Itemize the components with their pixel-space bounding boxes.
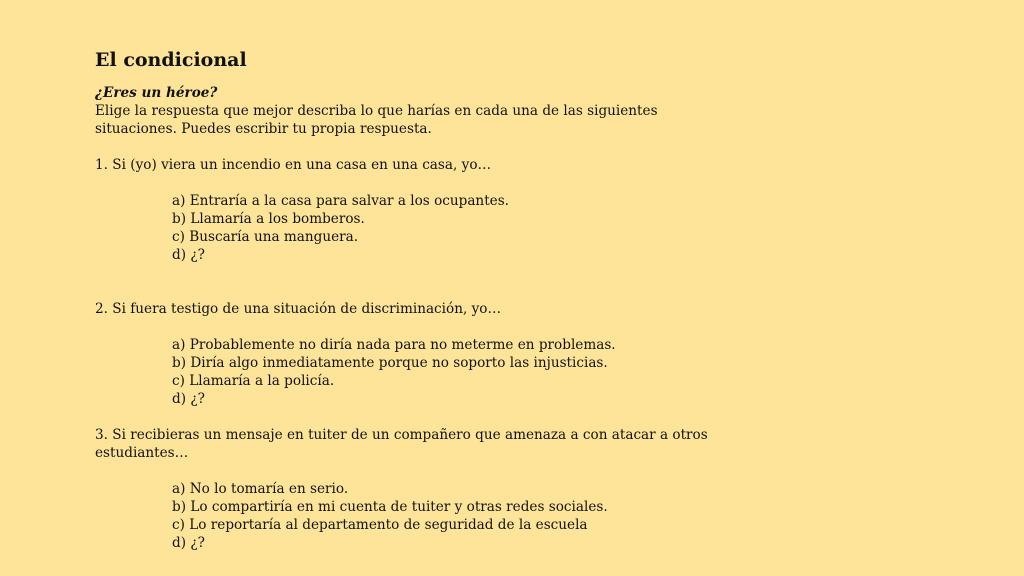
- question-3-options: [172, 480, 735, 552]
- question-3: [95, 426, 735, 552]
- question-1: [95, 156, 735, 264]
- question-1-option-b: b) Llamaría a los bomberos.: [172, 211, 365, 227]
- question-3-option-c: c) Lo reportaría al departamento de seguridad de la escuela: [172, 517, 588, 533]
- question-2-prompt: 2. Si fuera testigo de una situación de discriminación, yo…: [95, 301, 502, 317]
- question-1-prompt: 1. Si (yo) viera un incendio en una casa en una casa, yo…: [95, 157, 492, 173]
- question-2: [95, 300, 735, 408]
- question-2-option-b: b) Diría algo inmediatamente porque no soporto las injusticias.: [172, 355, 608, 371]
- question-1-option-c: c) Buscaría una manguera.: [172, 229, 359, 245]
- slide-body: [95, 84, 735, 552]
- question-2-options: [172, 336, 735, 408]
- question-2-option-a: a) Probablemente no diría nada para no meterme en problemas.: [172, 337, 616, 353]
- intro-line-1: Elige la respuesta que mejor describa lo que harías en cada una de las siguientes: [95, 103, 658, 119]
- question-3-option-b: b) Lo compartiría en mi cuenta de tuiter y otras redes sociales.: [172, 499, 608, 515]
- question-1-option-d: d) ¿?: [172, 247, 205, 263]
- question-2-option-c: c) Llamaría a la policía.: [172, 373, 335, 389]
- subtitle: ¿Eres un héroe?: [95, 85, 218, 101]
- question-2-option-d: d) ¿?: [172, 391, 205, 407]
- question-3-prompt-line-1: 3. Si recibieras un mensaje en tuiter de un compañero que amenaza a con atacar a otros: [95, 427, 708, 443]
- question-1-option-a: a) Entraría a la casa para salvar a los ocupantes.: [172, 193, 509, 209]
- question-3-option-d: d) ¿?: [172, 535, 205, 551]
- question-1-options: [172, 192, 735, 264]
- question-3-prompt-line-2: estudiantes…: [95, 445, 189, 461]
- question-3-option-a: a) No lo tomaría en serio.: [172, 481, 349, 497]
- slide-title: El condicional: [95, 49, 247, 71]
- intro-line-2: situaciones. Puedes escribir tu propia respuesta.: [95, 121, 432, 137]
